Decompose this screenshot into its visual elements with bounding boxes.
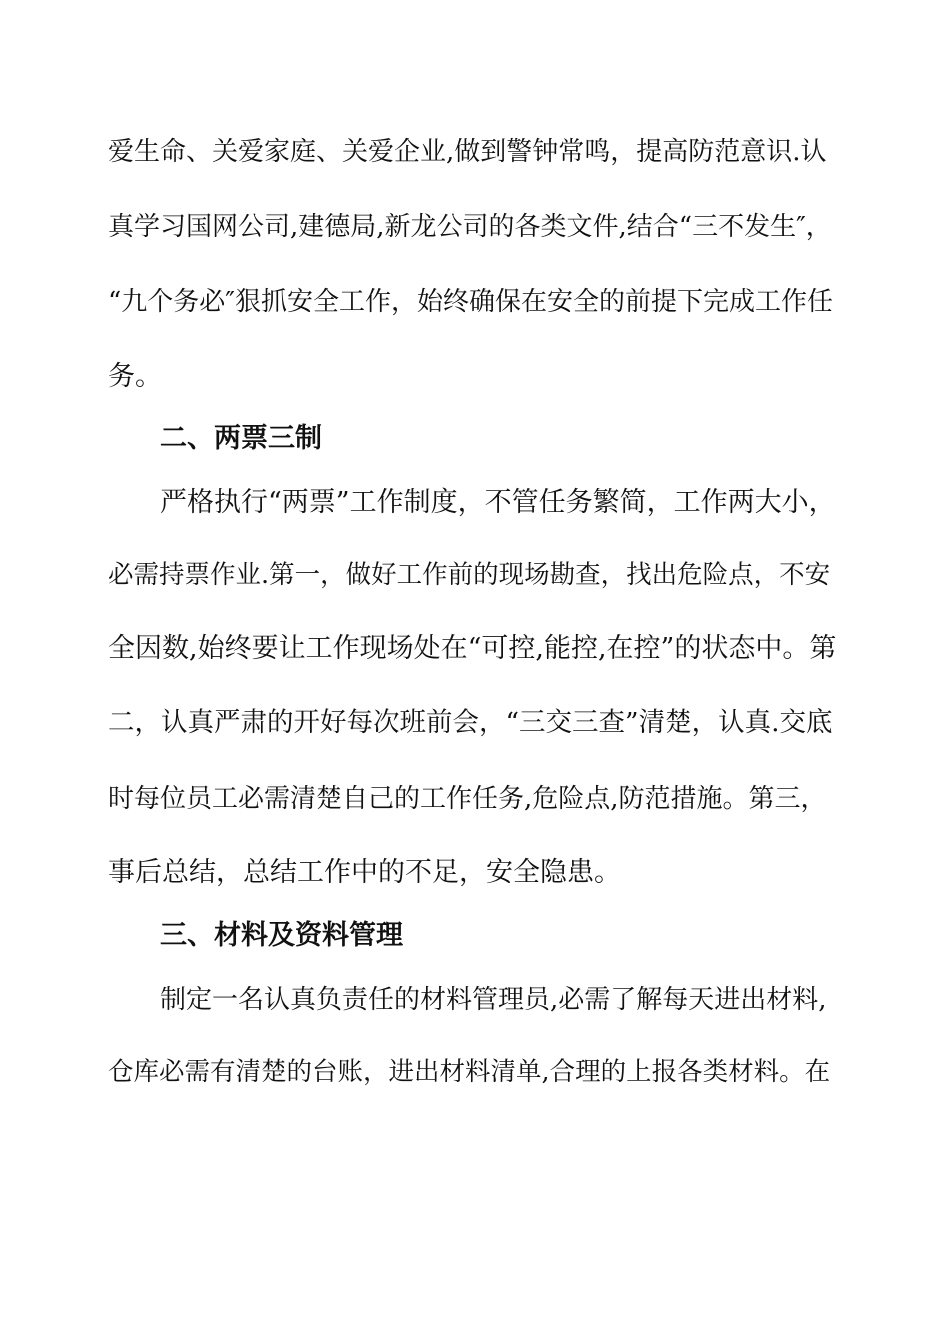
paragraph-line: 务。 (108, 361, 162, 392)
paragraph-line: 必需持票作业.第一，做好工作前的现场勘查，找出危险点，不安 (108, 560, 831, 590)
section-heading: 三、材料及资料管理 (160, 920, 403, 951)
paragraph-line: “九个务必″狠抓安全工作，始终确保在安全的前提下完成工作任 (108, 287, 834, 317)
paragraph-line: 全因数,始终要让工作现场处在“可控,能控,在控”的状态中。第 (108, 633, 837, 664)
paragraph-line: 制定一名认真负责任的材料管理员,必需了解每天进出材料, (160, 985, 827, 1015)
paragraph-line: 时每位员工必需清楚自己的工作任务,危险点,防范措施。第三， (108, 784, 827, 814)
paragraph-line: 严格执行“两票”工作制度，不管任务繁简，工作两大小， (160, 487, 836, 518)
paragraph-line: 爱生命、关爱家庭、关爱企业,做到警钟常鸣，提高防范意识.认 (108, 137, 827, 167)
paragraph-line: 仓库必需有清楚的台账，进出材料清单,合理的上报各类材料。在 (108, 1057, 831, 1087)
paragraph-line: 二，认真严肃的开好每次班前会，“三交三查”清楚，认真.交底 (108, 707, 833, 738)
paragraph-line: 真学习国网公司,建德局,新龙公司的各类文件,结合“三不发生″， (108, 212, 832, 242)
section-heading: 二、两票三制 (160, 423, 322, 454)
paragraph-line: 事后总结，总结工作中的不足，安全隐患。 (108, 857, 621, 888)
